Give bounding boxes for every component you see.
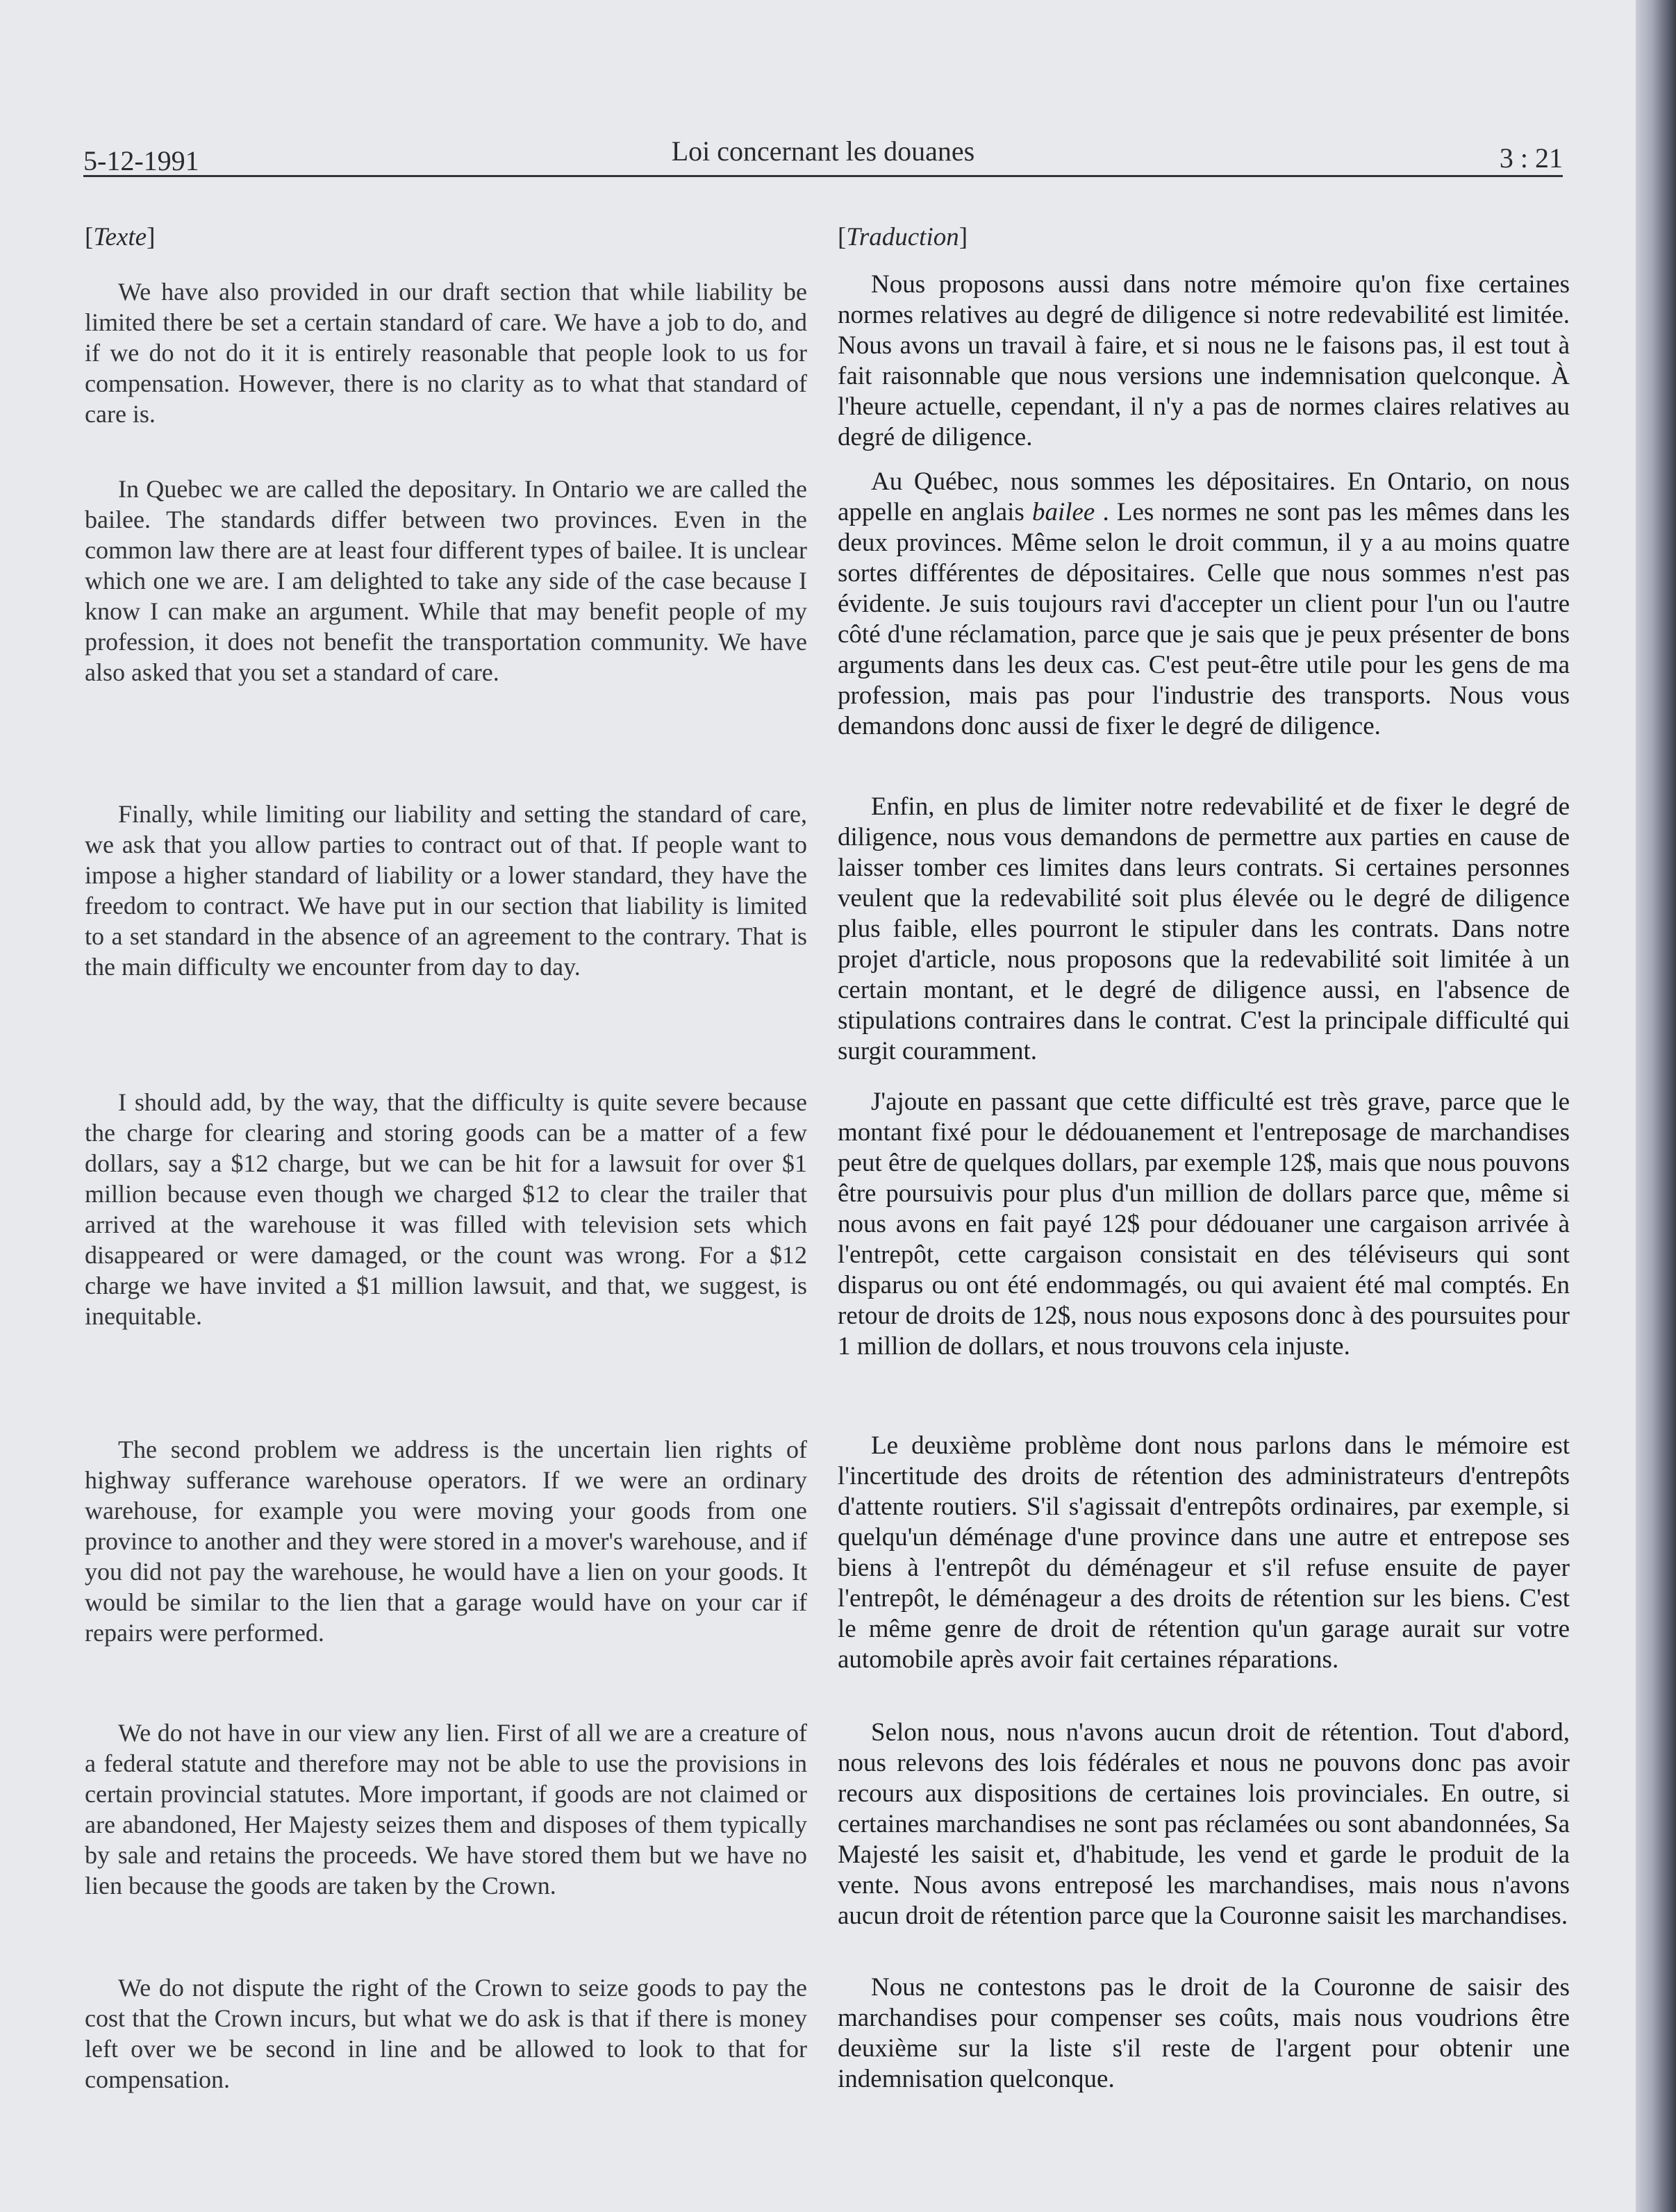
french-paragraph: Nous ne contestons pas le droit de la Couronne de saisir des marchandises pour compenser ses coûts, mais nous voudrions être deuxième sur la liste s'il reste de l'argent pour obtenir une indemnisation quelconque. [838, 1973, 1570, 2093]
english-paragraph: I should add, by the way, that the difficulty is quite severe because the charge for clearing and storing goods can be a matter of a few dollars, say a $12 charge, but we can be hit for a lawsuit for over $1 million because even though we charged $12 to clear the trailer that arrived at the warehouse it was filled with television sets which disappeared or were damaged, or the count was wrong. For a $12 charge we have invited a $1 million lawsuit, and that, we suggest, is inequitable. [85, 1088, 807, 1330]
french-paragraph: Le deuxième problème dont nous parlons dans le mémoire est l'incertitude des droits de rétention des administrateurs d'entrepôts d'attente routiers. S'il s'agissait d'entrepôts ordinaires, par exemple, si quelqu'un déménage d'une province dans une autre et entrepose ses biens à l'entrepôt du déménageur et s'il refuse ensuite de payer l'entrepôt, le déménageur a des droits de rétention sur les biens. C'est le même genre de droit de rétention qu'un garage aurait sur votre automobile après avoir fait certaines réparations. [838, 1431, 1570, 1674]
texte-label: [Texte] [85, 223, 156, 251]
english-paragraph: We do not dispute the right of the Crown to seize goods to pay the cost that the Crown incurs, but what we do ask is that if there is money left over we be second in line and be allowed to look to that for compensation. [85, 1974, 807, 2093]
english-paragraph: The second problem we address is the uncertain lien rights of highway sufferance warehouse operators. If we were an ordinary warehouse, for example you were moving your goods from one province to another and they were stored in a mover's warehouse, and if you did not pay the warehouse, he would have a lien on your goods. It would be similar to the lien that a garage would have on your car if repairs were performed. [85, 1436, 807, 1647]
english-column [85, 222, 807, 2093]
page-edge-shadow [1636, 0, 1676, 2212]
page-header [83, 132, 1563, 177]
french-paragraph: Au Québec, nous sommes les dépositaires. En Ontario, on nous appelle en anglais bailee . Les normes ne sont pas les mêmes dans les deux provinces. Même selon le droit commun, il y a au moins quatre sortes différentes de dépositaires. Celle que nous sommes n'est pas évidente. Je suis toujours ravi d'accepter un client pour l'un ou l'autre côté d'une réclamation, parce que je sais que je peux présenter de bons arguments dans les deux cas. C'est peut-être utile pour les gens de ma profession, mais pas pour l'industrie des transports. Nous vous demandons donc aussi de fixer le degré de diligence. [838, 467, 1570, 740]
french-paragraph: Selon nous, nous n'avons aucun droit de rétention. Tout d'abord, nous relevons des lois fédérales et nous ne pouvons donc pas avoir recours aux dispositions de certaines lois provinciales. En outre, si certaines marchandises ne sont pas réclamées ou sont abandonnées, Sa Majesté les saisit et, d'habitude, les vend et garde le produit de la vente. Nous avons entreposé les marchandises, mais nous n'avons aucun droit de rétention parce que la Couronne saisit les marchandises. [838, 1718, 1570, 1930]
english-paragraph: Finally, while limiting our liability and setting the standard of care, we ask that you allow parties to contract out of that. If people want to impose a higher standard of liability or a lower standard, they have the freedom to contract. We have put in our section that liability is limited to a set standard in the absence of an agreement to the contrary. That is the main difficulty we encounter from day to day. [85, 800, 807, 981]
english-paragraph: We do not have in our view any lien. First of all we are a creature of a federal statute and therefore may not be able to use the provisions in certain provincial statutes. More important, if goods are not claimed or are abandoned, Her Majesty seizes them and disposes of them typically by sale and retains the proceeds. We have stored them but we have no lien because the goods are taken by the Crown. [85, 1719, 807, 1899]
french-paragraph: Enfin, en plus de limiter notre redevabilité et de fixer le degré de diligence, nous vous demandons de permettre aux parties en cause de laisser tomber ces limites dans leurs contrats. Si certaines personnes veulent que la redevabilité soit plus élevée ou le degré de diligence plus faible, elles pourront le stipuler dans les contrats. Dans notre projet d'article, nous proposons que la redevabilité soit limitée à un certain montant, et le degré de diligence aussi, en l'absence de stipulations contraires dans le contrat. C'est la principale difficulté qui surgit couramment. [838, 792, 1570, 1065]
english-paragraph: In Quebec we are called the depositary. In Ontario we are called the bailee. The standards differ between two provinces. Even in the common law there are at least four different types of bailee. It is unclear which one we are. I am delighted to take any side of the case because I know I can make an argument. While that may benefit people of my profession, it does not benefit the transportation community. We have also asked that you set a standard of care. [85, 475, 807, 686]
header-date: 5-12-1991 [83, 145, 199, 176]
french-paragraph: Nous proposons aussi dans notre mémoire qu'on fixe certaines normes relatives au degré de diligence si notre redevabilité est limitée. Nous avons un travail à faire, et si nous ne le faisons pas, il est tout à fait raisonnable que nous versions une indemnisation quelconque. À l'heure actuelle, cependant, il n'y a pas de normes claires relatives au degré de diligence. [838, 270, 1570, 451]
english-paragraph: We have also provided in our draft section that while liability be limited there be set a certain standard of care. We have a job to do, and if we do not do it it is entirely reasonable that people look to us for compensation. However, there is no clarity as to what that standard of care is. [85, 278, 807, 428]
french-column [838, 222, 1570, 2093]
header-title: Loi concernant les douanes [671, 135, 975, 167]
traduction-label: [Traduction] [838, 223, 968, 251]
header-page-number: 3 : 21 [1499, 142, 1563, 174]
french-paragraph: J'ajoute en passant que cette difficulté est très grave, parce que le montant fixé pour le dédouanement et l'entreposage de marchandises peut être de quelques dollars, par exemple 12$, mais que nous pouvons être poursuivis pour plus d'un million de dollars parce que, même si nous avons en fait payé 12$ pour dédouaner une cargaison arrivée à l'entrepôt, cette cargaison consistait en des téléviseurs qui sont disparus ou ont été endommagés, ou qui avaient été mal comptés. En retour de droits de 12$, nous nous exposons donc à des poursuites pour 1 million de dollars, et nous trouvons cela injuste. [838, 1088, 1570, 1361]
